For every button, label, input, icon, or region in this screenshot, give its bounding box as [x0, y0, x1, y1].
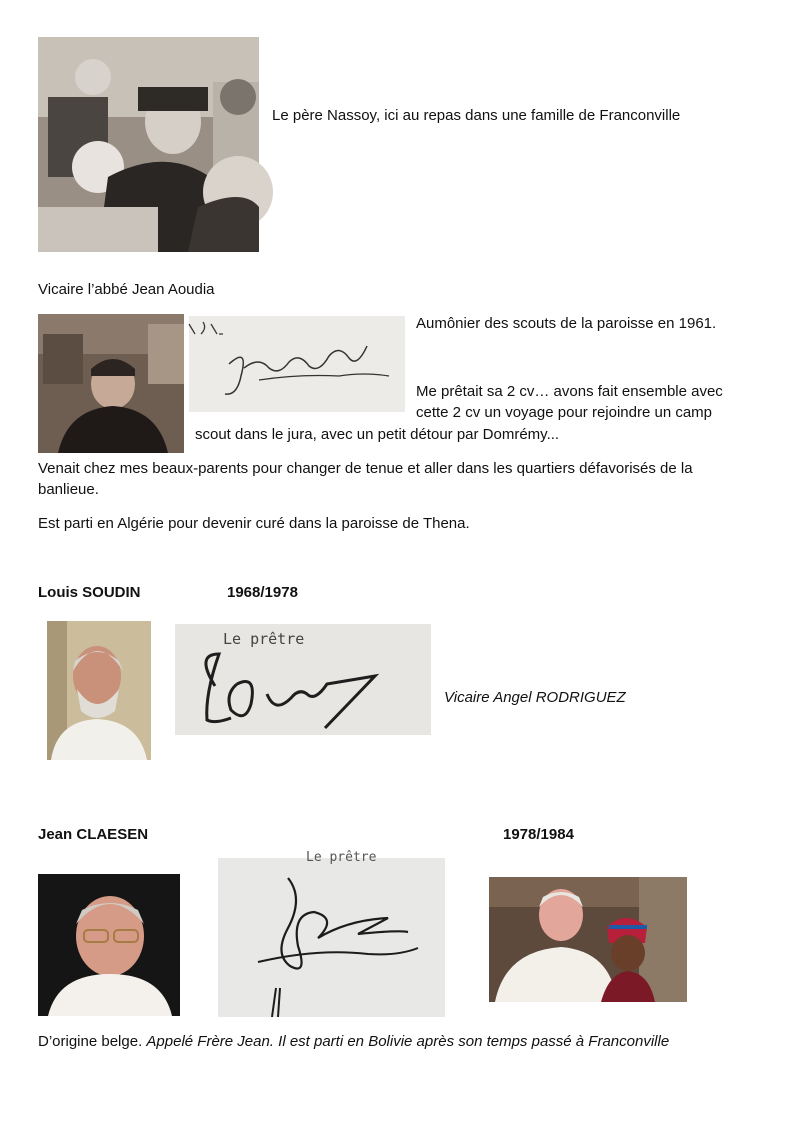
nassoy-caption: Le père Nassoy, ici au repas dans une famille de Franconville — [272, 107, 681, 124]
soudin-photo — [47, 621, 151, 760]
claesen-portrait-photo — [38, 874, 180, 1016]
claesen-note-plain: D’origine belge. — [38, 1033, 147, 1050]
soudin-signature-header: Le prêtre — [223, 630, 305, 648]
soudin-name: Louis SOUDIN — [38, 584, 141, 601]
claesen-note-italic: Appelé Frère Jean. Il est parti en Bolivie après son temps passé à Franconville — [146, 1033, 670, 1050]
aoudia-signature-image — [189, 316, 405, 412]
claesen-name: Jean CLAESEN — [38, 826, 149, 843]
claesen-with-boy-photo — [489, 877, 687, 1002]
aoudia-2cv-line3: scout dans le jura, avec un petit détour par Domrémy... — [195, 426, 560, 443]
aoudia-2cv-line2: cette 2 cv un voyage pour rejoindre un camp — [416, 404, 713, 421]
aoudia-paragraph-1: Venait chez mes beaux-parents pour changer de tenue et aller dans les quartiers défavorisés de la banlieue. — [38, 460, 693, 498]
claesen-signature-header: Le prêtre — [306, 850, 377, 865]
aoudia-2cv-line1: Me prêtait sa 2 cv… avons fait ensemble avec — [416, 383, 723, 400]
vicar-rodriguez: Vicaire Angel RODRIGUEZ — [444, 689, 626, 706]
claesen-note — [38, 1031, 669, 1052]
aoudia-photo — [38, 314, 184, 453]
aoudia-scout-chaplain: Aumônier des scouts de la paroisse en 1961. — [416, 315, 717, 332]
claesen-years: 1978/1984 — [503, 826, 574, 843]
nassoy-family-meal-photo — [38, 37, 259, 252]
aoudia-paragraph-2: Est parti en Algérie pour devenir curé dans la paroisse de Thena. — [38, 515, 470, 532]
soudin-years: 1968/1978 — [227, 584, 298, 601]
soudin-signature-image — [175, 624, 431, 735]
claesen-signature-image — [218, 850, 445, 1017]
aoudia-heading: Vicaire l’abbé Jean Aoudia — [38, 281, 215, 298]
